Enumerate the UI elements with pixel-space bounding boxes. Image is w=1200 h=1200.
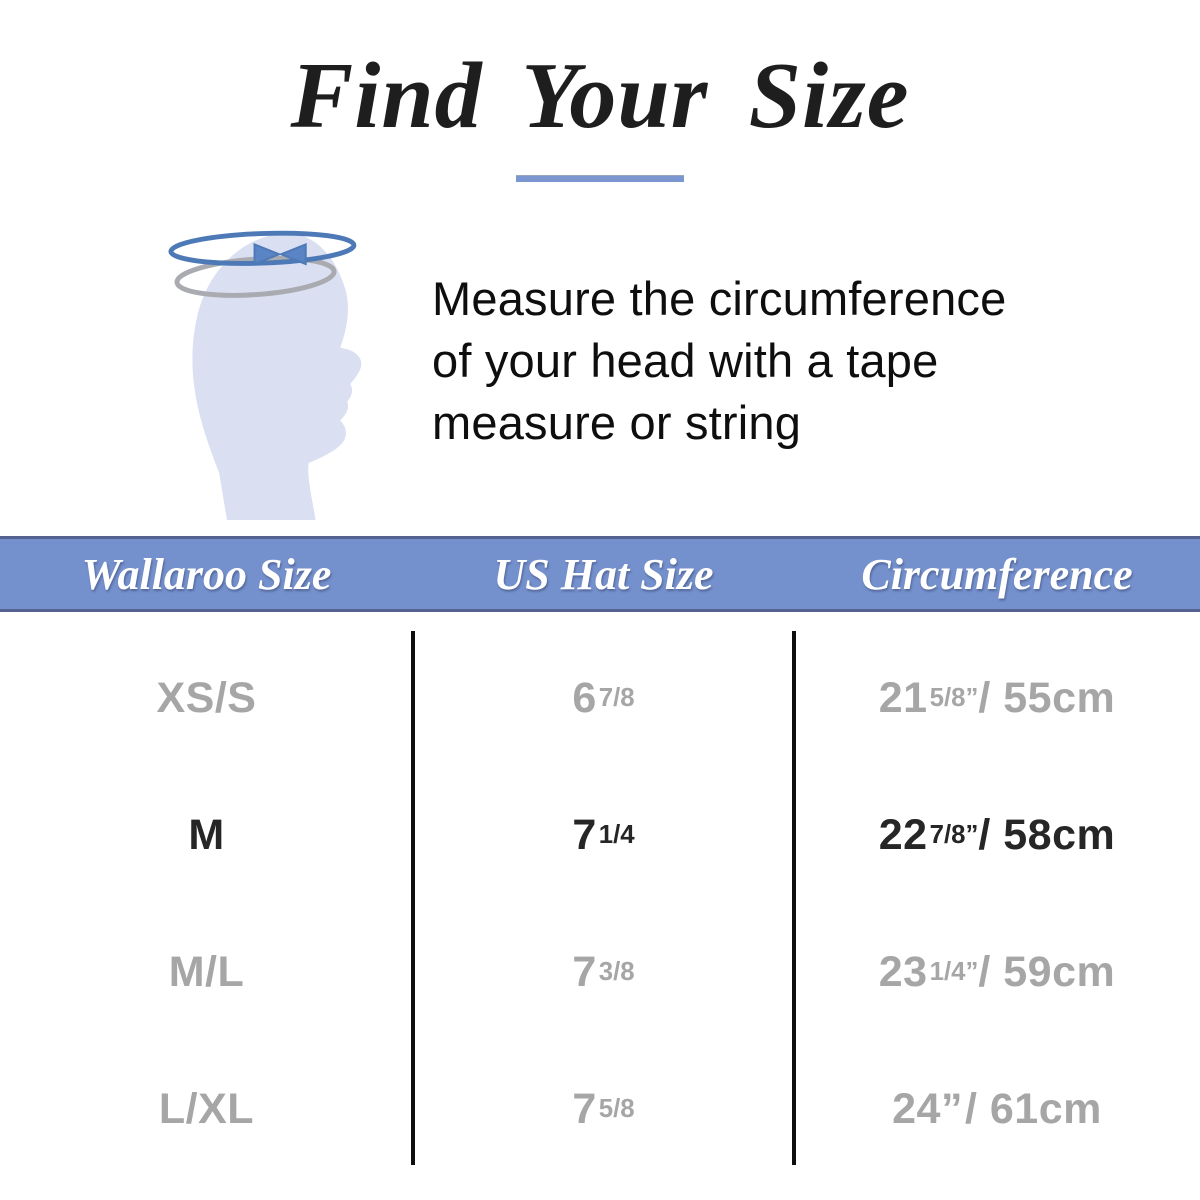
- hat-size-fraction: 1/4: [598, 821, 635, 849]
- circumference-cell: [794, 904, 1200, 1041]
- column-header-circumference: Circumference: [861, 549, 1133, 599]
- size-cell: M/L: [168, 948, 245, 996]
- instruction-text: [432, 268, 1072, 454]
- circumference-metric: / 55cm: [978, 674, 1116, 722]
- circumference-value: 24”: [892, 1085, 963, 1133]
- size-table-header: [0, 536, 1200, 612]
- size-cell: L/XL: [158, 1085, 255, 1133]
- circumference-value: 23: [878, 948, 928, 996]
- column-divider: [411, 631, 415, 1165]
- hat-size-cell: [413, 1041, 794, 1178]
- head-measure-illustration: [138, 205, 438, 520]
- instruction-line: Measure the circumference: [432, 272, 1007, 325]
- column-divider: [792, 631, 796, 1165]
- column-header-wallaroo-size: Wallaroo Size: [81, 549, 332, 599]
- hat-size-value: 7: [572, 1085, 597, 1133]
- hat-size-cell: [413, 904, 794, 1041]
- circumference-value: 22: [878, 811, 928, 859]
- circumference-fraction: 1/4”: [929, 958, 979, 986]
- title-underline: [516, 175, 684, 182]
- size-cell: XS/S: [156, 674, 257, 722]
- circumference-fraction: 5/8”: [929, 684, 979, 712]
- page-title: Find Your Size: [290, 44, 910, 148]
- hat-size-value: 7: [572, 811, 597, 859]
- circumference-metric: / 59cm: [978, 948, 1116, 996]
- size-cell: M: [188, 811, 225, 859]
- hat-size-fraction: 7/8: [598, 684, 635, 712]
- size-table-body: [0, 630, 1200, 1178]
- circumference-value: 21: [878, 674, 928, 722]
- circumference-cell: [794, 1041, 1200, 1178]
- head-silhouette-icon: [192, 233, 361, 520]
- circumference-metric: / 58cm: [978, 811, 1116, 859]
- hat-size-cell: [413, 767, 794, 904]
- hat-size-cell: [413, 630, 794, 767]
- hat-size-value: 7: [572, 948, 597, 996]
- circumference-fraction: 7/8”: [929, 821, 979, 849]
- hat-size-fraction: 3/8: [598, 958, 635, 986]
- circumference-cell: [794, 630, 1200, 767]
- instruction-line: measure or string: [432, 396, 802, 449]
- instruction-line: of your head with a tape: [432, 334, 939, 387]
- circumference-cell: [794, 767, 1200, 904]
- circumference-metric: / 61cm: [964, 1085, 1102, 1133]
- hat-size-value: 6: [572, 674, 597, 722]
- hat-size-fraction: 5/8: [598, 1095, 635, 1123]
- column-header-us-hat-size: US Hat Size: [493, 549, 714, 599]
